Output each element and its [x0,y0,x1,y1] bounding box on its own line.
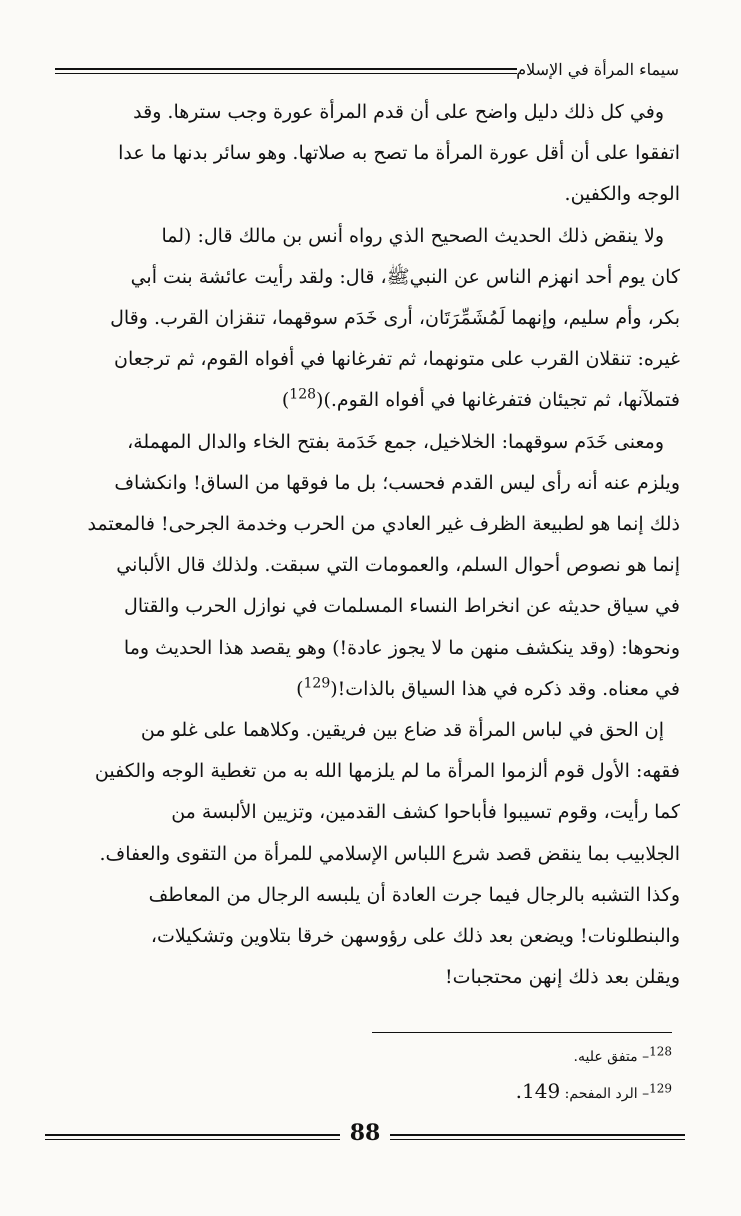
body-text [60,92,680,998]
footnote-number: 129 [649,1081,672,1096]
text-segment: في معناه. وقد ذكره في هذا السياق بالذات!( [330,677,680,700]
text-line [60,380,680,421]
text-line: إنما هو نصوص أحوال السلم، والعمومات التي سبقت. ولذلك قال الألباني [116,554,680,577]
footnote-separator [372,1032,672,1033]
footnotes [420,1040,672,1111]
paragraph-2 [60,216,680,422]
footnote [420,1040,672,1074]
footnote-reference[interactable]: 129 [303,675,331,692]
text-line: والبنطلونات! ويضعن بعد ذلك على رؤوسهن خرقا بتلاوين وتشكيلات، [150,925,680,948]
text-line: ويقلن بعد ذلك إنهن محتجبات! [445,966,680,989]
text-line: غيره: تنقلان القرب على متونهما، ثم تفرغانها في أفواه القوم، ثم ترجعان [113,348,680,371]
text-line: بكر، وأم سليم، وإنهما لَمُشَمِّرَتَان، أرى خَدَم سوقهما، تنقزان القرب. وقال [110,307,680,330]
text-line: ولا ينقض ذلك الحديث الصحيح الذي رواه أنس بن مالك قال: (لما [161,224,664,247]
text-line: ومعنى خَدَم سوقهما: الخلاخيل، جمع خَدَمة بفتح الخاء والدال المهملة، [127,430,664,453]
text-line: ذلك إنما هو لطبيعة الظرف غير العادي من الحرب وخدمة الجرحى! فالمعتمد [87,513,680,536]
text-line: كما رأيت، وقوم تسيبوا فأباحوا كشف القدمين، وتزيين الألبسة من [171,801,680,824]
footnote-number: 128 [649,1044,672,1059]
paragraph-1 [60,92,680,216]
text-line: اتفقوا على أن أقل عورة المرأة ما تصح به صلاتها. وهو سائر بدنها ما عدا [118,142,680,165]
paragraph-3 [60,422,680,710]
footnote-page: 149. [515,1079,561,1103]
footnote-reference[interactable]: 128 [289,387,317,404]
text-segment: فتملآنها، ثم تجيئان فتفرغانها في أفواه القوم.)( [316,389,680,412]
book-title: سيماء المرأة في الإسلام [516,60,679,79]
text-line: ونحوها: (وقد ينكشف منهن ما لا يجوز عادة!) وهو يقصد هذا الحديث وما [123,636,680,659]
header-rule [55,68,517,74]
page-number: 88 [349,1120,381,1146]
footnote [420,1074,672,1111]
text-segment: ) [281,389,290,412]
text-line: الجلابيب بما ينقض قصد شرع اللباس الإسلامي للمرأة من التقوى والعفاف. [99,842,680,865]
text-line: إن الحق في لباس المرأة قد ضاع بين فريقين. وكلاهما على غلو من [140,719,664,742]
text-line: وكذا التشبه بالرجال فيما جرت العادة أن يلبسه الرجال من المعاطف [148,883,680,906]
running-header [55,50,679,90]
footnote-text: – الرد المفحم: [560,1086,650,1102]
page-footer [45,1120,685,1150]
text-line: ويلزم عنه أنه رأى ليس القدم فحسب؛ بل ما فوقها من الساق! وانكشاف [114,471,680,494]
text-segment: ) [296,677,304,700]
paragraph-4 [60,710,680,998]
text-line: فقهه: الأول قوم ألزموا المرأة ما لم يلزمها الله به من تغطية الوجه والكفين [94,760,680,783]
text-line: الوجه والكفين. [564,183,680,206]
text-line: وفي كل ذلك دليل واضح على أن قدم المرأة عورة وجب سترها. وقد [133,101,664,123]
text-line: في سياق حديثه عن انخراط النساء المسلمات في نوازل الحرب والقتال [124,595,680,618]
text-line: كان يوم أحد انهزم الناس عن النبيﷺ، قال: ولقد رأيت عائشة بنت أبي [130,265,680,288]
text-line [60,669,680,710]
footnote-text: – متفق عليه. [573,1049,650,1065]
